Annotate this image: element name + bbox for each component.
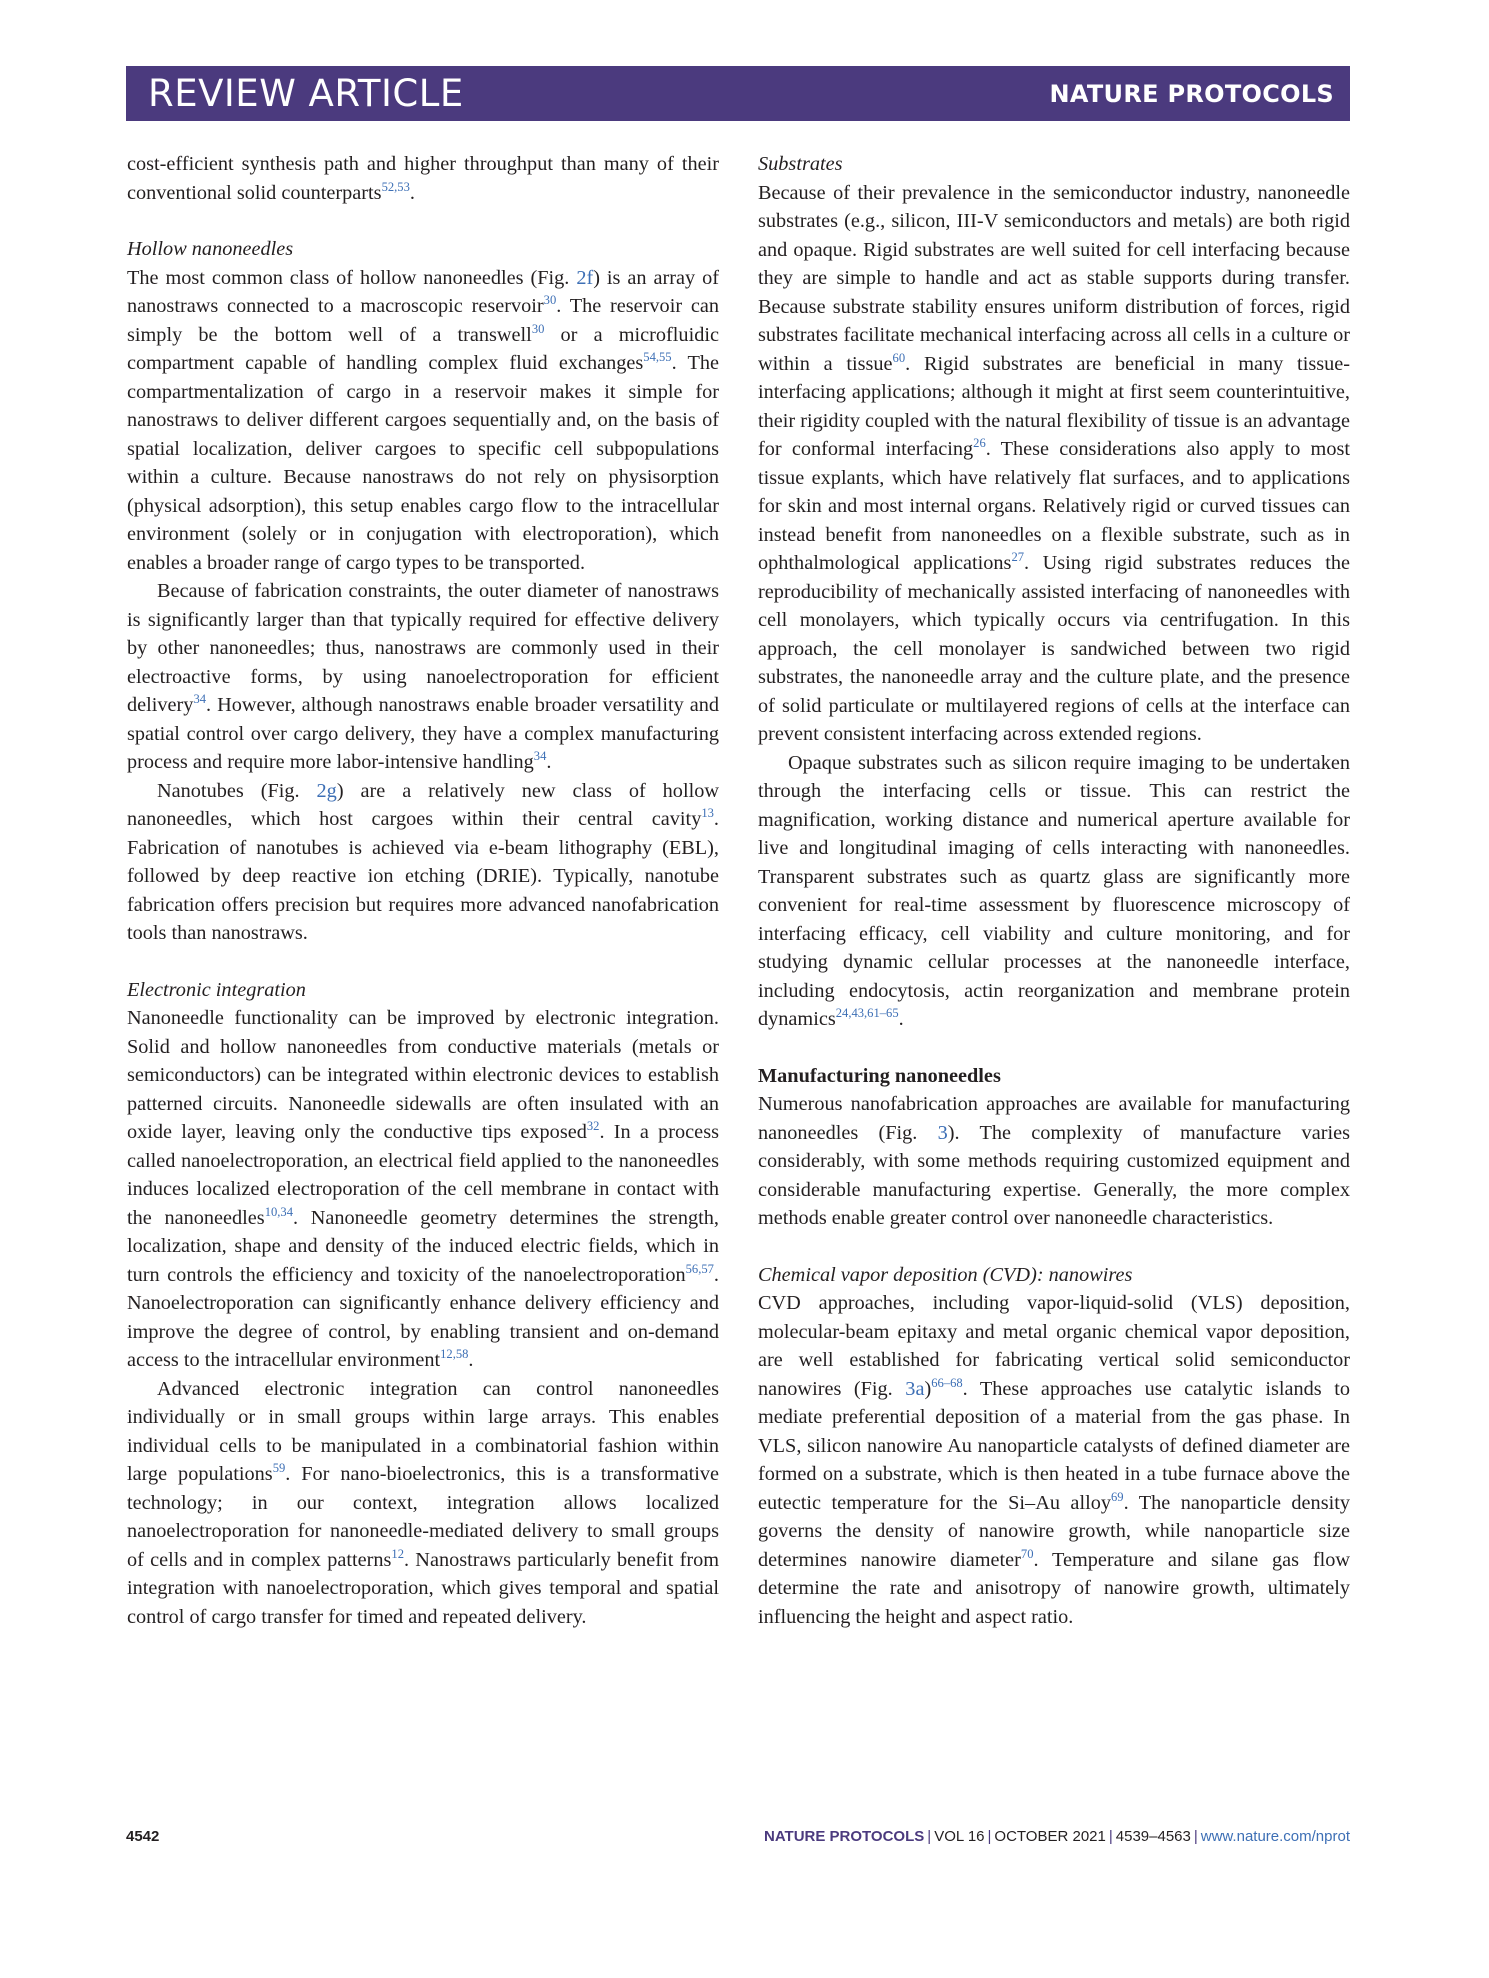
paragraph: Because of fabrication constraints, the outer diameter of nanostraws is significantly larger than that typically required for effective delivery by other nanoneedles; thus, nanostraws are commonly used in their electroactive forms, by using nanoelectroporation for efficient delivery$^{34}$. However, although nanostraws enable broader versatility and spatial control over cargo delivery, they have a complex manufacturing process and require more labor-intensive handling$^{34}$. — [127, 580, 719, 773]
citation-link[interactable]: 56,57 — [685, 1261, 714, 1276]
footer-separator: | — [927, 1828, 932, 1845]
citation-link[interactable]: 30 — [543, 293, 557, 308]
citation-link[interactable]: 26 — [973, 436, 986, 451]
footer-separator: | — [987, 1828, 992, 1845]
figure-link[interactable]: 2f — [576, 266, 594, 289]
subsection-heading: Substrates — [758, 153, 843, 175]
citation-link[interactable]: 66–68 — [931, 1375, 963, 1390]
footer-pages: 4539–4563 — [1115, 1828, 1191, 1845]
figure-link[interactable]: 2g — [316, 779, 337, 802]
paragraph: Numerous nanofabrication approaches are available for manufacturing nanoneedles (Fig. 3). The complexity of manufacture varies considerably, with some methods requiring customized equipment and considerable manufacturing expertise. Generally, the more complex methods enable greater control over nanoneedle characteristics. — [758, 1093, 1350, 1229]
subsection-heading: Hollow nanoneedles — [127, 238, 294, 260]
footer-volume: VOL 16 — [934, 1828, 985, 1845]
citation-link[interactable]: 10,34 — [264, 1204, 293, 1219]
citation-link[interactable]: 54,55 — [643, 350, 672, 365]
footer-separator: | — [1193, 1828, 1198, 1845]
section-label: REVIEW ARTICLE — [148, 72, 464, 115]
paragraph: CVD approaches, including vapor-liquid-solid (VLS) deposition, molecular-beam epitaxy and metal organic chemical vapor deposition, are well established for fabricating vertical solid semiconductor nanowires (Fig. 3a)$^{66-68}$. These approaches use catalytic islands to mediate preferential deposition of a material from the gas phase. In VLS, silicon nanowire Au nanoparticle catalysts of defined diameter are formed on a substrate, which is then heated in a tube furnace above the eutectic temperature for the Si–Au alloy$^{69}$. The nanoparticle density governs the density of nanowire growth, while nanoparticle size determines nanowire diameter$^{70}$. Temperature and silane gas flow determine the rate and anisotropy of nanowire growth, ultimately influencing the height and aspect ratio. — [758, 1292, 1351, 1628]
citation-link[interactable]: 34 — [533, 749, 547, 764]
subsection-heading: Electronic integration — [127, 978, 306, 1001]
footer-separator: | — [1108, 1828, 1113, 1845]
footer-date: OCTOBER 2021 — [994, 1828, 1106, 1845]
citation-link[interactable]: 59 — [272, 1461, 286, 1476]
section-heading: Manufacturing nanoneedles — [758, 1064, 1001, 1087]
citation-link[interactable]: 13 — [701, 806, 714, 821]
left-column — [127, 150, 719, 1631]
paragraph: Advanced electronic integration can control nanoneedles individually or in small groups within large arrays. This enables individual cells to be manipulated in a combinatorial fashion within large populations$^{59}$. For nano-bioelectronics, this is a transformative technology; in our context, integration allows localized nanoelectroporation for nanoneedle-mediated delivery to small groups of cells and in complex patterns$^{12}$. Nanostraws particularly benefit from integration with nanoelectroporation, which gives temporal and spatial control of cargo transfer for timed and repeated delivery. — [127, 1377, 720, 1628]
journal-name: NATURE PROTOCOLS — [1049, 79, 1334, 108]
citation-link[interactable]: 52,53 — [381, 179, 410, 194]
paragraph: cost-efficient synthesis path and higher throughput than many of their conventional solid counterparts$^{52,53}$. — [127, 153, 719, 204]
citation-link[interactable]: 12 — [391, 1546, 404, 1561]
page-number: 4542 — [126, 1828, 160, 1845]
journal-url-link[interactable]: www.nature.com/nprot — [1200, 1828, 1350, 1845]
subsection-heading: Chemical vapor deposition (CVD): nanowires — [758, 1263, 1133, 1286]
paragraph: Opaque substrates such as silicon require imaging to be undertaken through the interfacing cells or tissue. This can restrict the magnification, working distance and numerical aperture available for live and longitudinal imaging of cells interacting with nanoneedles. Transparent substrates such as quartz glass are significantly more convenient for real-time assessment by fluorescence microscopy of interfacing efficacy, cell viability and culture monitoring, and for studying dynamic cellular processes at the nanoneedle interface, including endocytosis, actin reorganization and membrane protein dynamics$^{24,43,61-65}$. — [758, 751, 1350, 1030]
article-banner — [126, 66, 1350, 121]
citation-link[interactable]: 60 — [892, 350, 906, 365]
citation-link[interactable]: 12,58 — [440, 1347, 469, 1362]
paragraph: Nanoneedle functionality can be improved by electronic integration. Solid and hollow nanoneedles from conductive materials (metals or semiconductors) can be integrated within electronic devices to establish patterned circuits. Nanoneedle sidewalls are often insulated with an oxide layer, leaving only the conductive tips exposed$^{32}$. In a process called nanoelectroporation, an electrical field applied to the nanoneedles induces localized electroporation of the cell membrane in contact with the nanoneedles$^{10,34}$. Nanoneedle geometry determines the strength, localization, shape and density of the induced electric fields, which in turn controls the efficiency and toxicity of the nanoelectroporation$^{56,57}$. Nanoelectroporation can significantly enhance delivery efficiency and improve the degree of control, by enabling transient and on-demand access to the intracellular environment$^{12,58}$. — [127, 1007, 719, 1371]
right-column — [758, 150, 1350, 1631]
citation-link[interactable]: 70 — [1020, 1546, 1034, 1561]
figure-link[interactable]: 3a — [905, 1377, 925, 1400]
paragraph: The most common class of hollow nanoneedles (Fig. 2f) is an array of nanostraws connected to a macroscopic reservoir$^{30}$. The reservoir can simply be the bottom well of a transwell$^{30}$ or a microfluidic compartment capable of handling complex fluid exchanges$^{54,55}$. The compartmentalization of cargo in a reservoir makes it simple for nanostraws to deliver different cargoes sequentially and, on the basis of spatial localization, deliver cargoes to specific cell subpopulations within a culture. Because nanostraws do not rely on physisorption (physical adsorption), this setup enables cargo flow to the intracellular environment (solely or in conjugation with electroporation), which enables a broader range of cargo types to be transported. — [127, 266, 720, 574]
citation-link[interactable]: 24,43,61–65 — [835, 1006, 899, 1021]
citation-link[interactable]: 69 — [1111, 1489, 1124, 1504]
footer-citation — [764, 1828, 1350, 1845]
citation-link[interactable]: 34 — [193, 692, 207, 707]
page-footer — [126, 1828, 1350, 1845]
citation-link[interactable]: 32 — [586, 1119, 600, 1134]
citation-link[interactable]: 27 — [1011, 550, 1025, 565]
footer-journal: NATURE PROTOCOLS — [763, 1828, 925, 1845]
paragraph: Because of their prevalence in the semiconductor industry, nanoneedle substrates (e.g., silicon, III-V semiconductors and metals) are both rigid and opaque. Rigid substrates are well suited for cell interfacing because they are simple to handle and act as stable supports during transfer. Because substrate stability ensures uniform distribution of forces, rigid substrates facilitate mechanical interfacing across all cells in a culture or within a tissue$^{60}$. Rigid substrates are beneficial in many tissue-interfacing applications; although it might at first seem counterintuitive, their rigidity coupled with the natural flexibility of tissue is an advantage for conformal interfacing$^{26}$. These considerations also apply to most tissue explants, which have relatively flat surfaces, and to applications for skin and most internal organs. Relatively rigid or curved tissues can instead benefit from nanoneedles on a flexible substrate, such as in ophthalmological applications$^{27}$. Using rigid substrates reduces the reproducibility of mechanically assisted interfacing of nanoneedles with cell monolayers, which typically occurs via centrifugation. In this approach, the cell monolayer is sandwiched between two rigid substrates, the nanoneedle array and the culture plate, and the presence of solid particulate or multilayered regions of cells at the interface can prevent consistent interfacing across extended regions. — [758, 181, 1351, 745]
paragraph: Nanotubes (Fig. 2g) are a relatively new class of hollow nanoneedles, which host cargoes within their central cavity$^{13}$. Fabrication of nanotubes is achieved via e-beam lithography (EBL), followed by deep reactive ion etching (DRIE). Typically, nanotube fabrication offers precision but requires more advanced nanofabrication tools than nanostraws. — [127, 779, 720, 944]
citation-link[interactable]: 30 — [531, 321, 545, 336]
figure-link[interactable]: 3 — [937, 1121, 948, 1144]
